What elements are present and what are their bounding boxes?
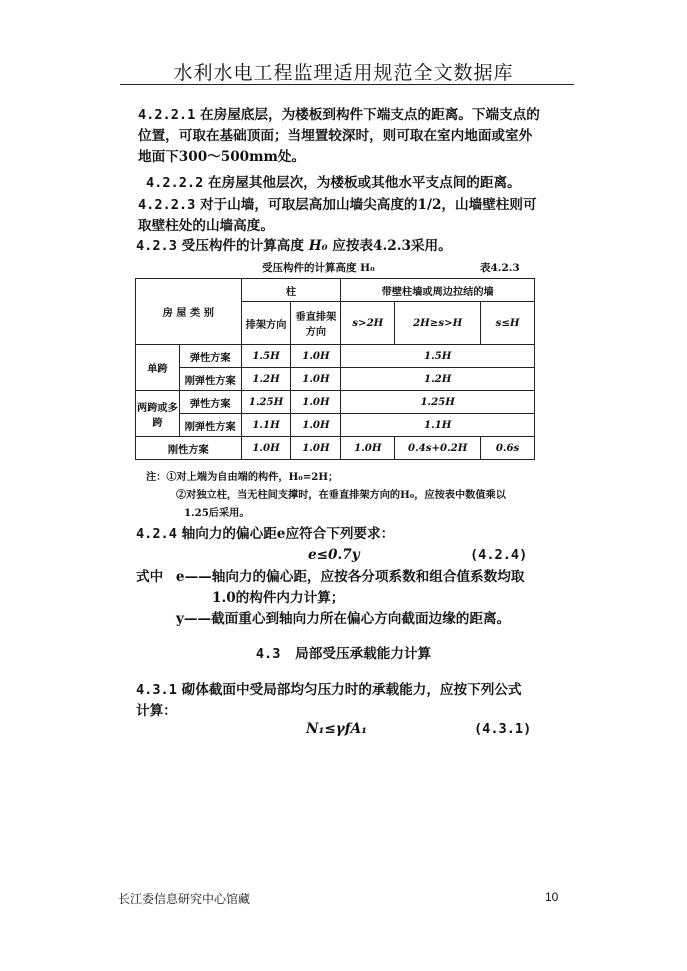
header-wall-s-le-h: s≤H [481,302,535,345]
clause-number: 4.2.2.1 [138,107,196,123]
value-cell: 1.0H [291,345,341,368]
group-single-span: 单跨 [136,345,180,391]
note-1 [146,468,546,486]
clause-text: 在房屋底层，为楼板到构件下端支点的距离。下端支点的位置，可取在基础顶面；当埋置较深时，则可取在室内地面或室外地面下300～500mm处。 [138,107,540,165]
note-1-text: ①对上端为自由端的构件，H₀=2H； [166,471,339,483]
value-cell: 1.5H [241,345,291,368]
clause-text: 轴向力的偏心距e应符合下列要求： [181,526,395,542]
header-wall-mid: 2H≥s>H [395,302,481,345]
clause-4-2-2-1 [138,105,542,168]
note-2b: 1.25后采用。 [184,507,250,519]
value-cell: 1.25H [341,391,535,414]
value-cell: 1.2H [241,368,291,391]
header-perpendicular-direction: 垂直排架方向 [291,302,341,345]
clause-text-before: 受压构件的计算高度 [181,238,304,254]
clause-number: 4.2.4 [136,526,177,542]
group-multi-span: 两跨或多跨 [136,391,180,437]
header-column: 柱 [241,279,341,302]
clause-text-2: 计算： [136,703,177,719]
section-number: 4.3 [255,646,281,662]
clause-4-2-2-2 [146,173,546,194]
scheme-cell: 弹性方案 [179,345,241,368]
value-cell: 0.4s+0.2H [395,437,481,460]
value-cell: 1.2H [341,368,535,391]
note-prefix: 注： [146,471,167,483]
footer-page-number: 10 [545,890,559,904]
clause-number: 4.2.2.2 [146,175,204,191]
table-notes [146,468,546,522]
value-cell: 1.0H [241,437,291,460]
clause-number: 4.3.1 [136,682,177,698]
formula-4-2-4: e≤0.7y [308,547,360,563]
scheme-cell: 弹性方案 [179,391,241,414]
clause-4-3-1 [136,680,546,701]
scheme-cell: 刚弹性方案 [179,414,241,437]
clause-4-2-4 [136,524,546,545]
page-header-title: 水利水电工程监理适用规范全文数据库 [173,62,514,84]
clause-4-2-2-3 [138,195,542,237]
clause-text: 对于山墙，可取层高加山墙尖高度的1/2，山墙壁柱则可取壁柱处的山墙高度。 [138,197,537,234]
clause-text: 在房屋其他层次，为楼板或其他水平支点间的距离。 [208,175,521,191]
footer-source: 长江委信息研究中心馆藏 [118,892,251,906]
value-cell: 0.6s [481,437,535,460]
value-cell: 1.0H [291,391,341,414]
where-e-line [136,567,546,588]
formula-number-4-3-1: (4.3.1) [474,721,532,737]
header-wall-s-gt-2h: s>2H [341,302,395,345]
header-bent-direction: 排架方向 [241,302,291,345]
value-cell: 1.5H [341,345,535,368]
section-title: 局部受压承载能力计算 [295,646,432,662]
y-definition: y——截面重心到轴向力所在偏心方向截面边缘的距离。 [176,611,511,627]
value-cell: 1.0H [291,368,341,391]
value-cell: 1.0H [291,437,341,460]
calc-height-table [135,278,535,460]
clause-4-2-3 [136,236,546,257]
formula-number-4-2-4: (4.2.4) [470,547,528,563]
e-definition-cont: 1.0的构件内力计算； [212,590,345,606]
scheme-rigid: 刚性方案 [136,437,242,460]
value-cell: 1.0H [291,414,341,437]
table-caption: 受压构件的计算高度 H₀ [262,262,375,274]
e-definition: e——轴向力的偏心距，应按各分项系数和组合值系数均取 [175,569,525,585]
table-label: 表4.2.3 [480,262,520,274]
formula-4-3-1: N₁≤γfA₁ [306,721,368,737]
value-cell: 1.25H [241,391,291,414]
value-cell: 1.1H [341,414,535,437]
clause-number: 4.2.3 [136,238,177,254]
section-4-3-heading [0,644,687,665]
clause-text-1: 砌体截面中受局部均匀压力时的承载能力，应按下列公式 [181,682,522,698]
clause-symbol: H₀ [308,238,328,254]
header-rule [120,84,574,85]
header-wall: 带壁柱墙或周边拉结的墙 [341,279,535,302]
where-prefix: 式中 [136,569,164,585]
value-cell: 1.0H [341,437,395,460]
value-cell: 1.1H [241,414,291,437]
clause-number: 4.2.2.3 [138,197,196,213]
clause-text-after: 应按表4.2.3采用。 [332,238,452,254]
scheme-cell: 刚弹性方案 [179,368,241,391]
header-building-type: 房 屋 类 别 [136,279,242,345]
note-2a: ②对独立柱，当无柱间支撑时，在垂直排架方向的H₀，应按表中数值乘以 [176,489,506,501]
